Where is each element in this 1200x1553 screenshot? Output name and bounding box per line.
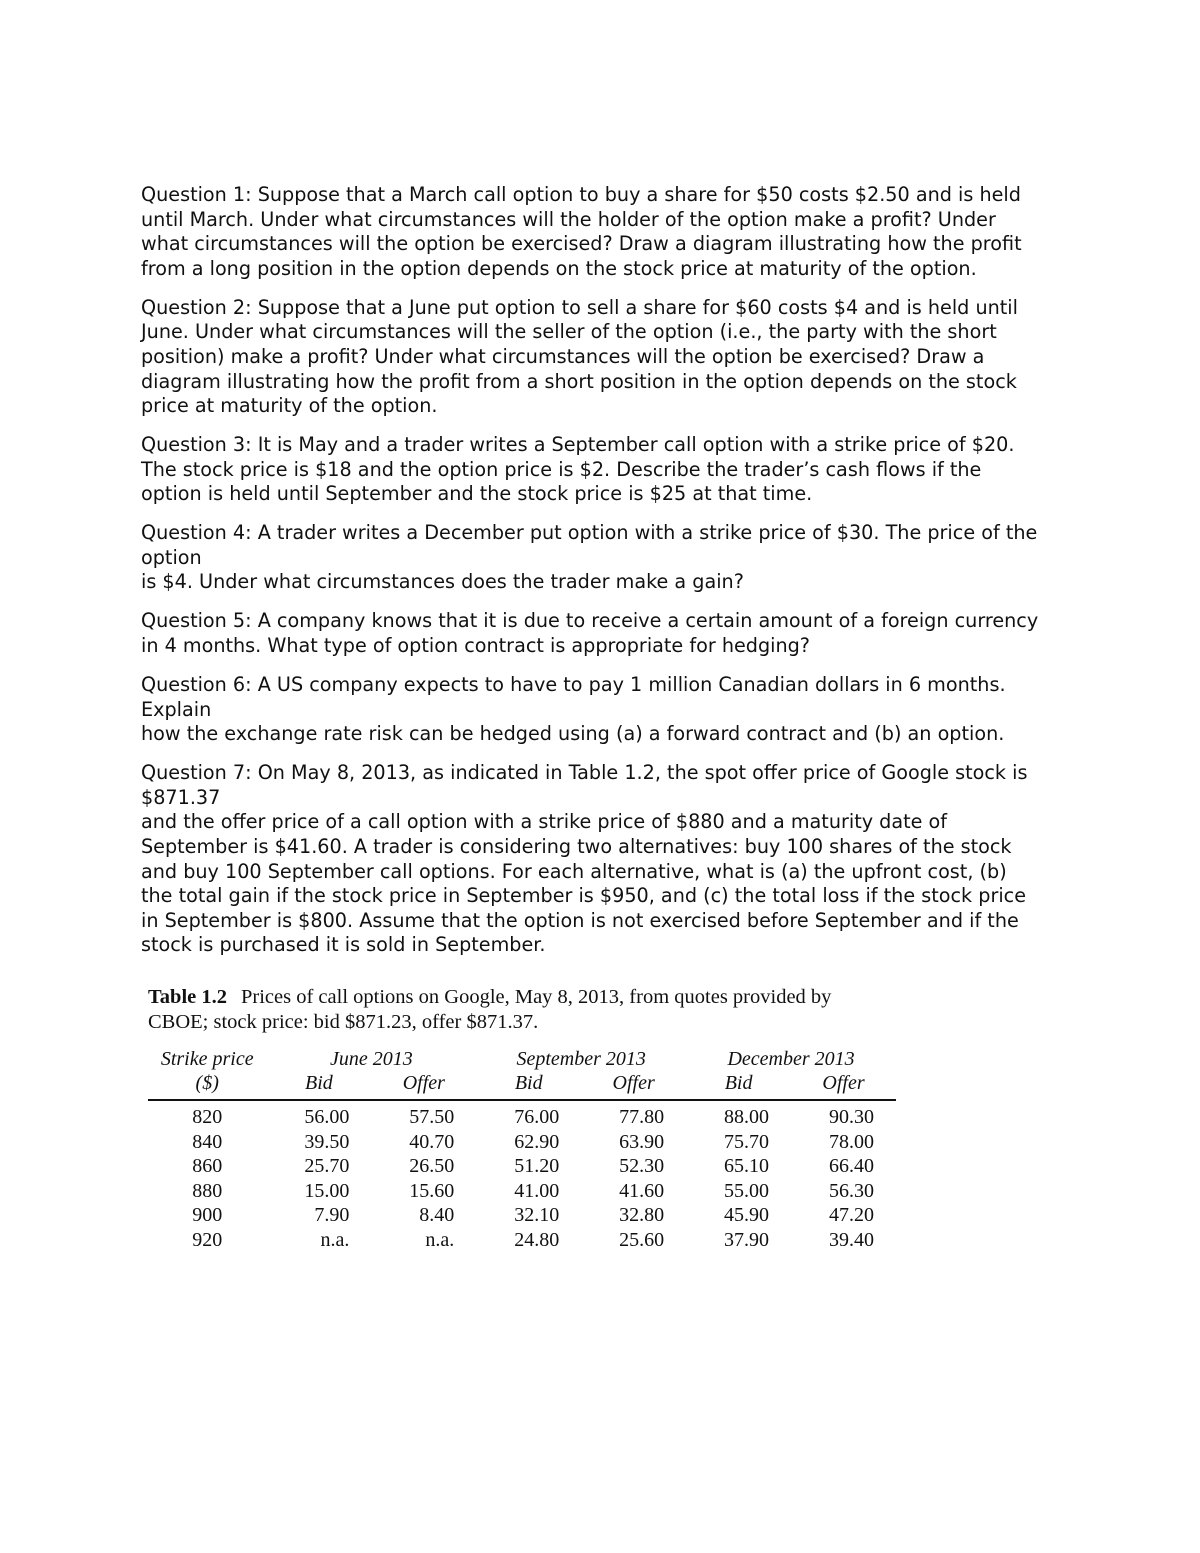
cell-december-offer: 56.30 <box>829 1179 874 1202</box>
header-strike-price: Strike price <box>160 1048 254 1070</box>
question-line: $871.37 <box>141 785 221 809</box>
cell-december-bid: 45.90 <box>724 1204 770 1226</box>
header-september-2013: September 2013 <box>516 1048 646 1070</box>
cell-strike: 920 <box>192 1228 223 1251</box>
table-row <box>148 1154 896 1179</box>
question-2 <box>141 296 1061 419</box>
question-6 <box>141 673 1061 747</box>
option-prices-table <box>148 1047 896 1252</box>
cell-september-bid: 62.90 <box>514 1130 560 1153</box>
cell-december-bid: 75.70 <box>724 1130 770 1153</box>
question-line: option <box>141 545 202 569</box>
question-line: Question 3: It is May and a trader writes a September call option with a strike price of $20. <box>141 433 1015 457</box>
cell-september-bid: 51.20 <box>514 1155 560 1177</box>
cell-december-bid: 37.90 <box>724 1228 770 1251</box>
cell-december-offer: 90.30 <box>829 1106 874 1128</box>
question-7 <box>141 761 1061 958</box>
question-3 <box>141 433 1061 507</box>
cell-september-offer: 63.90 <box>619 1130 665 1153</box>
cell-strike: 840 <box>192 1130 223 1153</box>
question-line: Question 5: A company knows that it is due to receive a certain amount of a foreign currency <box>141 609 1039 633</box>
caption-line <box>148 985 898 1010</box>
header-bid: Bid <box>266 1071 371 1100</box>
question-line: position) make a profit? Under what circumstances will the option be exercised? Draw a <box>141 344 985 368</box>
table-row <box>148 1203 896 1228</box>
cell-june-bid: 15.00 <box>304 1179 350 1202</box>
question-line: Question 2: Suppose that a June put option to sell a share for $60 costs $4 and is held until <box>141 295 1018 319</box>
cell-december-bid: 65.10 <box>724 1155 770 1177</box>
header-offer: Offer <box>581 1071 686 1100</box>
header-june-2013: June 2013 <box>329 1048 413 1070</box>
cell-june-bid: 25.70 <box>304 1155 350 1177</box>
question-line: Explain <box>141 697 212 721</box>
cell-strike: 820 <box>192 1106 223 1128</box>
cell-september-offer: 25.60 <box>619 1228 665 1251</box>
table-row <box>148 1130 896 1155</box>
table-subheader-row <box>148 1071 896 1100</box>
question-line: until March. Under what circumstances will the holder of the option make a profit? Under <box>141 207 996 231</box>
question-line: what circumstances will the option be exercised? Draw a diagram illustrating how the profit <box>141 232 1022 256</box>
cell-june-offer: n.a. <box>425 1228 455 1251</box>
question-line: in 4 months. What type of option contract is appropriate for hedging? <box>141 634 810 658</box>
table-row <box>148 1179 896 1204</box>
question-line: from a long position in the option depends on the stock price at maturity of the option. <box>141 256 977 280</box>
cell-strike: 860 <box>192 1155 223 1177</box>
question-4 <box>141 521 1061 595</box>
cell-september-bid: 41.00 <box>514 1179 560 1202</box>
question-line: is $4. Under what circumstances does the trader make a gain? <box>141 570 744 594</box>
cell-september-offer: 32.80 <box>619 1204 665 1226</box>
question-line: and the offer price of a call option with a strike price of $880 and a maturity date of <box>141 810 948 834</box>
question-line: Question 1: Suppose that a March call option to buy a share for $50 costs $2.50 and is held <box>141 183 1021 206</box>
question-line: June. Under what circumstances will the seller of the option (i.e., the party with the short <box>141 320 997 344</box>
question-line: how the exchange rate risk can be hedged using (a) a forward contract and (b) an option. <box>141 722 1005 746</box>
question-line: Question 4: A trader writes a December put option with a strike price of $30. The price of the <box>141 521 1038 545</box>
header-offer: Offer <box>791 1071 896 1100</box>
cell-strike: 900 <box>192 1204 223 1226</box>
cell-december-offer: 39.40 <box>829 1228 874 1251</box>
question-line: diagram illustrating how the profit from a short position in the option depends on the stock <box>141 369 1017 393</box>
header-offer: Offer <box>371 1071 476 1100</box>
cell-september-offer: 41.60 <box>619 1179 665 1202</box>
question-line: the total gain if the stock price in September is $950, and (c) the total loss if the stock price <box>141 884 1027 908</box>
cell-june-offer: 57.50 <box>409 1106 455 1128</box>
cell-december-bid: 88.00 <box>724 1106 770 1128</box>
cell-june-offer: 8.40 <box>419 1204 455 1226</box>
question-1 <box>141 183 1061 281</box>
table-1-2 <box>148 985 898 1251</box>
cell-june-offer: 15.60 <box>409 1179 455 1202</box>
question-line: stock is purchased it is sold in September. <box>141 933 546 957</box>
question-line: in September is $800. Assume that the option is not exercised before September and if the <box>141 908 1019 932</box>
cell-september-bid: 76.00 <box>514 1106 560 1128</box>
header-december-2013: December 2013 <box>727 1048 855 1070</box>
table-row <box>148 1228 896 1253</box>
question-line: Question 6: A US company expects to have to pay 1 million Canadian dollars in 6 months. <box>141 673 1006 697</box>
question-line: The stock price is $18 and the option price is $2. Describe the trader’s cash flows if the <box>141 457 982 481</box>
cell-june-offer: 40.70 <box>409 1130 455 1153</box>
caption-text: Prices of call options on Google, May 8, 2013, from quotes provided by <box>241 986 832 1008</box>
question-5 <box>141 609 1061 658</box>
cell-june-offer: 26.50 <box>409 1155 455 1177</box>
question-line: and buy 100 September call options. For each alternative, what is (a) the upfront cost, (b) <box>141 859 1007 883</box>
table-header-row <box>148 1047 896 1071</box>
cell-december-offer: 66.40 <box>829 1155 874 1177</box>
caption-line: CBOE; stock price: bid $871.23, offer $871.37. <box>148 1011 539 1033</box>
table-row <box>148 1100 896 1130</box>
table-caption <box>148 985 898 1035</box>
header-bid: Bid <box>686 1071 791 1100</box>
question-line: September is $41.60. A trader is considering two alternatives: buy 100 shares of the stock <box>141 835 1012 858</box>
cell-december-offer: 47.20 <box>829 1204 874 1226</box>
header-bid: Bid <box>476 1071 581 1100</box>
question-line: price at maturity of the option. <box>141 394 438 418</box>
cell-june-bid: 56.00 <box>304 1106 350 1128</box>
cell-september-offer: 52.30 <box>619 1155 665 1177</box>
cell-september-offer: 77.80 <box>619 1106 665 1128</box>
cell-strike: 880 <box>192 1179 223 1202</box>
question-line: option is held until September and the stock price is $25 at that time. <box>141 482 813 506</box>
cell-september-bid: 24.80 <box>514 1228 560 1251</box>
questions-list <box>141 183 1061 972</box>
cell-december-offer: 78.00 <box>829 1130 874 1153</box>
cell-june-bid: 7.90 <box>314 1204 350 1226</box>
cell-december-bid: 55.00 <box>724 1179 770 1202</box>
cell-september-bid: 32.10 <box>514 1204 560 1226</box>
cell-june-bid: 39.50 <box>304 1130 350 1153</box>
header-strike-unit: ($) <box>148 1071 266 1100</box>
table-label: Table 1.2 <box>148 986 227 1008</box>
question-line: Question 7: On May 8, 2013, as indicated in Table 1.2, the spot offer price of Google stock is <box>141 761 1028 785</box>
cell-june-bid: n.a. <box>320 1228 350 1251</box>
